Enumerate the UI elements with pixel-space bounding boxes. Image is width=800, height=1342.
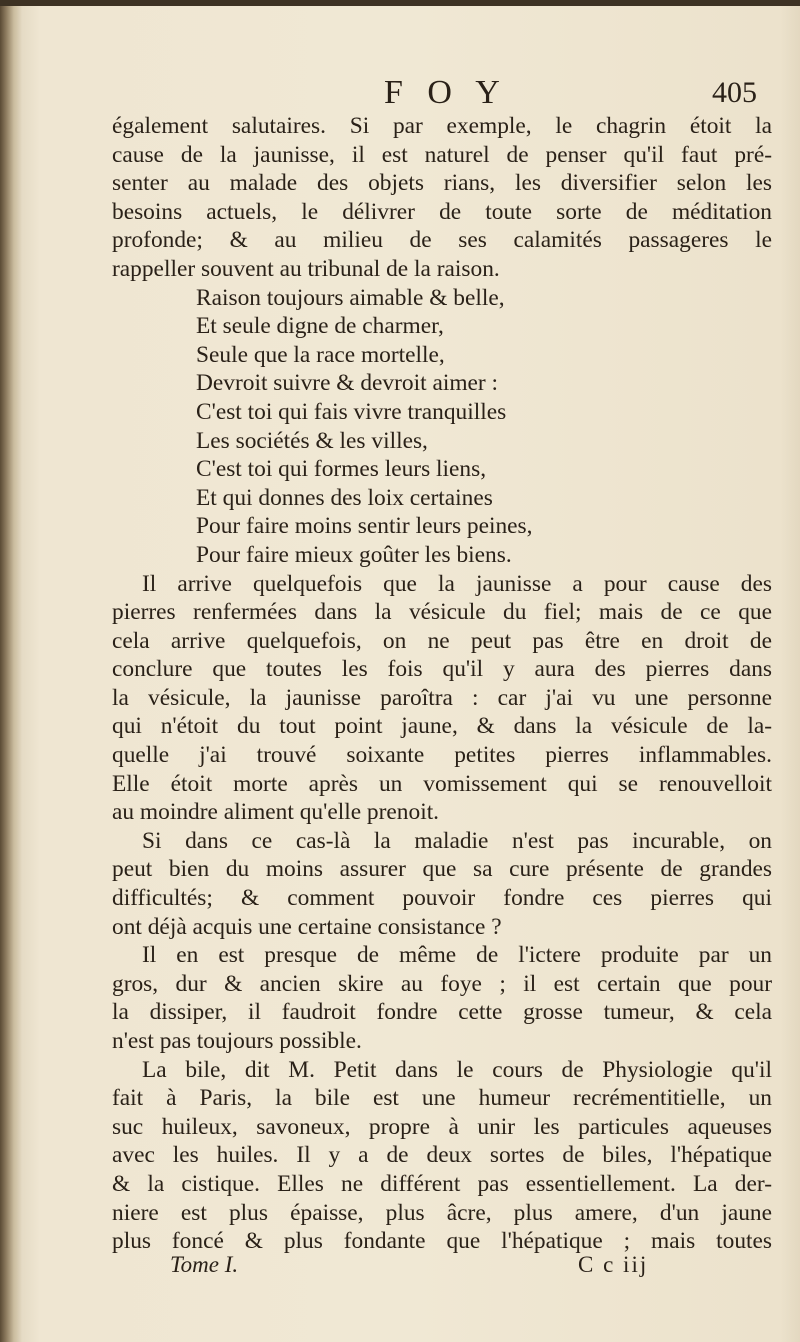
signature-mark: C c iij [578, 1252, 649, 1277]
text-line: Il arrive quelquefois que la jaunisse a pour cause des [142, 570, 772, 597]
text-line: également salutaires. Si par exemple, le chagrin étoit la [112, 113, 772, 139]
text-line: C'est toi qui formes leurs liens, [196, 456, 487, 483]
text-line: pierres renfermées dans la vésicule du fiel; mais de ce que [112, 599, 772, 626]
text-line: difficultés; & comment pouvoir fondre ces pierres qui [112, 885, 772, 912]
text-line: Devroit suivre & devroit aimer : [196, 370, 499, 397]
text-line: profonde; & au milieu de ses calamités passageres le [112, 227, 772, 254]
text-line: Et seule digne de charmer, [196, 313, 444, 340]
text-line: Si dans ce cas-là la maladie n'est pas incurable, on [142, 827, 772, 854]
text-line: ont déjà acquis une certaine consistance ? [112, 913, 502, 940]
text-line: la vésicule, la jaunisse paroîtra : car j'ai vu une personne [112, 684, 772, 711]
text-line: Pour faire moins sentir leurs peines, [196, 513, 533, 540]
text-line: cause de la jaunisse, il est naturel de penser qu'il faut pré- [112, 141, 772, 168]
text-line: quelle j'ai trouvé soixante petites pierres inflammables. [112, 742, 772, 769]
body-text [112, 112, 772, 1256]
text-line: niere est plus épaisse, plus âcre, plus amere, d'un jaune [112, 1199, 772, 1226]
page-number: 405 [712, 76, 757, 109]
page-footer [0, 1252, 800, 1292]
text-line: conclure que toutes les fois qu'il y aura des pierres dans [112, 656, 772, 683]
text-line: qui n'étoit du tout point jaune, & dans la vésicule de la- [112, 713, 772, 740]
text-line: Il en est presque de même de l'ictere produite par un [142, 942, 772, 969]
text-line: C'est toi qui fais vivre tranquilles [196, 398, 507, 425]
text-line: suc huileux, savoneux, propre à unir les particules aqueuses [112, 1113, 772, 1140]
text-line: n'est pas toujours possible. [112, 1028, 362, 1054]
text-line: & la cistique. Elles ne différent pas essentiellement. La der- [112, 1170, 772, 1197]
text-line: Elle étoit morte après un vomissement qui se renouvelloit [112, 770, 772, 797]
text-line: Raison toujours aimable & belle, [196, 284, 505, 311]
text-line: Les sociétés & les villes, [196, 427, 428, 454]
page-top-edge [0, 0, 800, 6]
running-head [0, 74, 800, 114]
text-line: Pour faire mieux goûter les biens. [196, 541, 512, 568]
text-line: cela arrive quelquefois, on ne peut pas être en droit de [112, 627, 772, 654]
text-line: La bile, dit M. Petit dans le cours de Physiologie qu'il [142, 1056, 772, 1083]
book-spine-shadow [0, 0, 22, 1342]
volume-label: Tome I. [170, 1252, 239, 1277]
text-line: fait à Paris, la bile est une humeur recrémentitielle, un [112, 1085, 772, 1112]
text-line: plus foncé & plus fondante que l'hépatique ; mais toutes [112, 1228, 772, 1255]
text-line: la dissiper, il faudroit fondre cette grosse tumeur, & cela [112, 999, 772, 1026]
text-line: peut bien du moins assurer que sa cure présente de grandes [112, 856, 772, 883]
text-line: besoins actuels, le délivrer de toute sorte de méditation [112, 198, 772, 225]
text-line: senter au malade des objets rians, les diversifier selon les [112, 170, 772, 197]
text-line: gros, dur & ancien skire au foye ; il est certain que pour [112, 970, 772, 997]
text-line: rappeller souvent au tribunal de la raison. [112, 255, 500, 282]
running-head-title: F O Y [384, 74, 508, 111]
text-line: Seule que la race mortelle, [196, 341, 445, 368]
text-line: au moindre aliment qu'elle prenoit. [112, 799, 440, 826]
text-line: avec les huiles. Il y a de deux sortes de biles, l'hépatique [112, 1142, 772, 1169]
text-line: Et qui donnes des loix certaines [196, 484, 493, 511]
